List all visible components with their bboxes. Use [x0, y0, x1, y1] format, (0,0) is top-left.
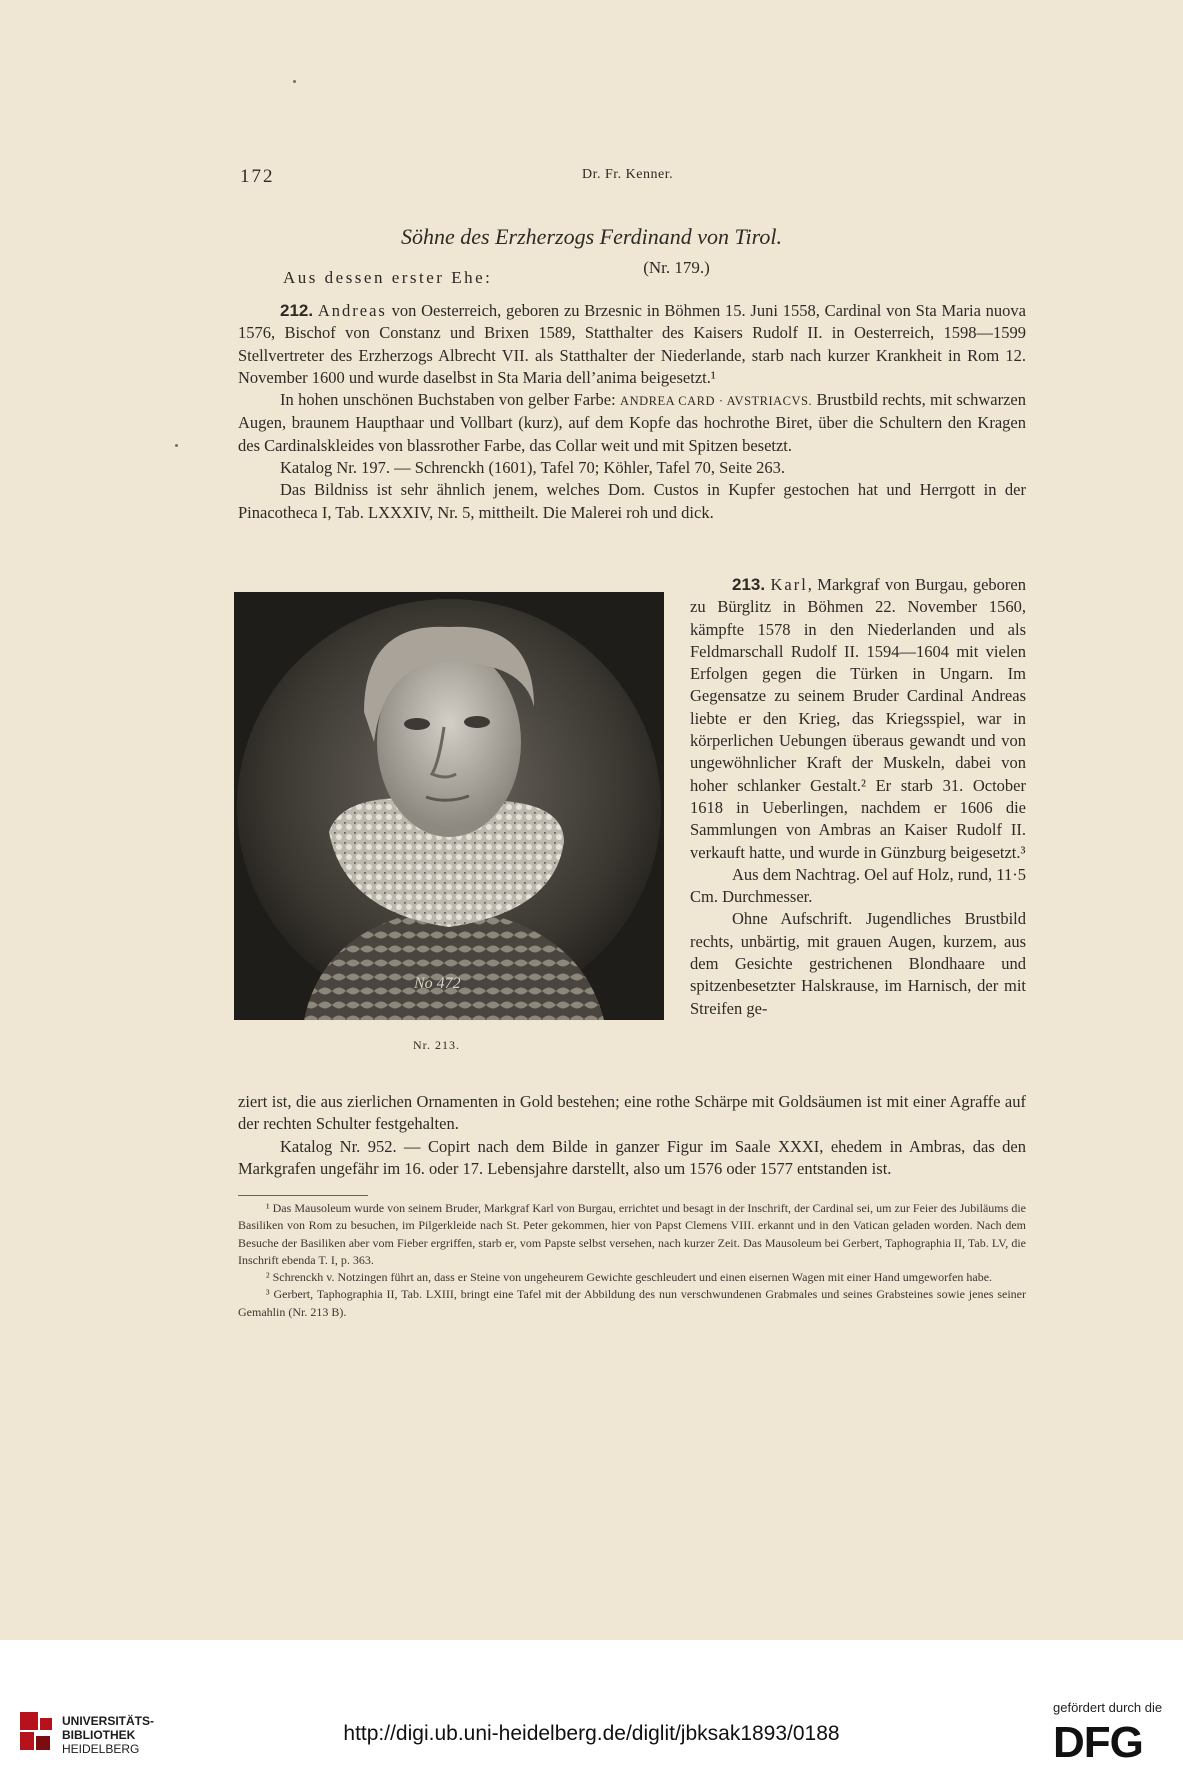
- entry-213-column: [690, 574, 1026, 1020]
- dfg-logo: DFG: [1053, 1718, 1143, 1767]
- library-name: UNIVERSITÄTS- BIBLIOTHEK HEIDELBERG: [62, 1714, 155, 1756]
- portrait-inscription: No 472: [414, 975, 461, 992]
- entry-213-full-width: [238, 1091, 1026, 1180]
- footnotes: [238, 1200, 1026, 1321]
- section-title: Söhne des Erzherzogs Ferdinand von Tirol.: [401, 224, 782, 249]
- footnote-2: ² Schrenckh v. Notzingen führt an, dass er Steine von ungeheurem Gewichte geschleudert und einen eisernen Wagen mit einer Hand umgeworfen habe.: [266, 1270, 993, 1285]
- figure-caption: Nr. 213.: [413, 1038, 460, 1052]
- section-reference: (Nr. 179.): [643, 258, 710, 277]
- funded-by-label: gefördert durch die: [1053, 1700, 1163, 1715]
- entry-213-catalog: Katalog Nr. 952. — Copirt nach dem Bilde in ganzer Figur im Saale XXXI, ehedem in Ambras, das den Markgrafen ungefähr im 16. oder 17. Lebensjahre darstellt, also um 1576 oder 1577 entstanden ist.: [238, 1136, 1026, 1178]
- footnote-1: ¹ Das Mausoleum wurde von seinem Bruder, Markgraf Karl von Burgau, errichtet und besagt in der Inschrift, der Cardinal sei, um zur Feier des Jubiläums die Basiliken von Rom zu besuchen, im Pilgerkleide nach St. Peter gekommen, hier von Papst Clemens VIII. erkannt und in den Vatican geladen worden. Nach dem Besuche der Basiliken aber vom Fieber ergriffen, starb er, vom Papste selbst versehen, nach kurzer Zeit. Das Mausoleum bei Gerbert, Taphographia II, Tab. LV, die Inschrift ebenda T. I, p. 363.: [238, 1201, 1026, 1267]
- entry-213-paragraph: 213. Karl, Markgraf von Burgau, geboren zu Bürglitz in Böhmen 22. November 1560, kämpfte 1578 in den Niederlanden und als Feldmarschall Rudolf II. 1594—1604 mit vielen Erfolgen gegen die Türken in Ungarn. Im Gegensatze zu seinem Bruder Cardinal Andreas liebte er den Krieg, das Kriegsspiel, war in körperlichen Uebungen überaus gewandt und von ungewöhnlicher Kraft der Muskeln, dabei von hoher schlanker Gestalt.² Er starb 31. October 1618 in Ueberlingen, nachdem er 1606 die Sammlungen von Ambras an Kaiser Rudolf II. verkauft hatte, und wurde in Günzburg beigesetzt.³: [690, 575, 1026, 862]
- page-number: 172: [240, 166, 275, 187]
- entry-212-remark: Das Bildniss ist sehr ähnlich jenem, welches Dom. Custos in Kupfer gestochen hat und Herrgott in der Pinacotheca I, Tab. LXXXIV, Nr. 5, mittheilt. Die Malerei roh und dick.: [238, 480, 1026, 522]
- entry-name: Karl: [770, 575, 808, 594]
- entry-212: [238, 300, 1026, 524]
- portrait-karl-burgau: [234, 592, 664, 1020]
- footer-bar: [0, 1640, 1183, 1779]
- scan-speck: [293, 80, 296, 83]
- entry-name: Andreas: [317, 301, 387, 320]
- footnote-3: ³ Gerbert, Taphographia II, Tab. LXIII, bringt eine Tafel mit der Abbildung des nun verschwundenen Grabmales und seines Grabsteines sowie jenes seiner Gemahlin (Nr. 213 B).: [238, 1287, 1026, 1319]
- permalink-url[interactable]: http://digi.ub.uni-heidelberg.de/diglit/jbksak1893/0188: [343, 1722, 840, 1745]
- entry-number: 212.: [280, 301, 314, 320]
- intro-line: Aus dessen erster Ehe:: [283, 268, 493, 287]
- entry-213-description-end: ziert ist, die aus zierlichen Ornamenten in Gold bestehen; eine rothe Schärpe mit Goldsäumen ist mit einer Agraffe auf der rechten Schulter festgehalten.: [238, 1092, 1026, 1134]
- portrait-image: [234, 592, 664, 1020]
- scan-speck: [175, 444, 178, 447]
- footnote-separator: [238, 1195, 368, 1196]
- entry-number: 213.: [732, 575, 766, 594]
- entry-212-description: In hohen unschönen Buchstaben von gelber Farbe: ANDREA CARD · AVSTRIACVS. Brustbild rechts, mit schwarzen Augen, braunem Haupthaar und Vollbart (kurz), auf dem Kopfe das hochrothe Biret, über die Schultern den Kragen des Cardinalskleides von blassrother Farbe, das Collar weit und mit Spitzen besetzt.: [238, 390, 1027, 455]
- entry-212-paragraph: 212. Andreas von Oesterreich, geboren zu Brzesnic in Böhmen 15. Juni 1558, Cardinal von Sta Maria nuova 1576, Bischof von Constanz und Brixen 1589, Statthalter des Kaisers Rudolf II. in Oesterreich, 1598—1599 Stellvertreter des Erzherzogs Albrecht VII. als Statthalter der Niederlande, starb nach kurzer Krankheit in Rom 12. November 1600 und wurde daselbst in Sta Maria dell’anima beigesetzt.¹: [238, 301, 1026, 387]
- inscription-text: ANDREA CARD · AVSTRIACVS.: [620, 394, 813, 409]
- entry-213-description-start: Ohne Aufschrift. Jugendliches Brustbild rechts, unbärtig, mit grauen Augen, kurzem, aus dem Gesichte gestrichenen Blondhaare und spitzenbesetzter Halskrause, im Harnisch, der mit Streifen ge-: [690, 909, 1026, 1018]
- entry-213-material: Aus dem Nachtrag. Oel auf Holz, rund, 11·5 Cm. Durchmesser.: [690, 864, 1026, 907]
- running-head-author: Dr. Fr. Kenner.: [582, 167, 674, 182]
- entry-212-catalog: Katalog Nr. 197. — Schrenckh (1601), Tafel 70; Köhler, Tafel 70, Seite 263.: [280, 458, 786, 478]
